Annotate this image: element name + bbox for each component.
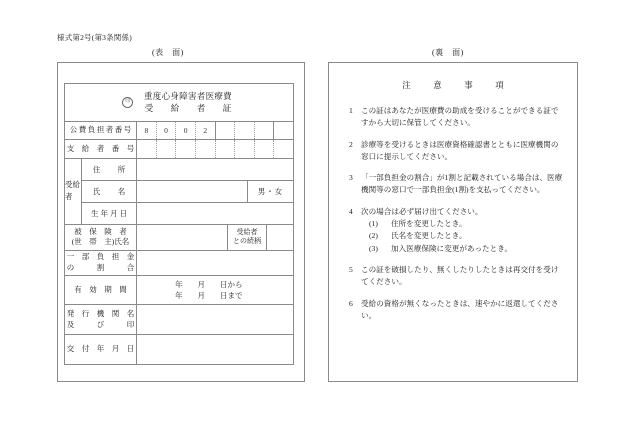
label-issuing-authority [65,305,137,335]
field-address[interactable] [137,159,293,180]
row-valid-period [65,276,293,305]
note-body [361,206,563,255]
row-issuing-authority [65,305,293,336]
recipient-fields [82,159,293,224]
digit-cell[interactable]: 0 [157,122,177,139]
digit-cell[interactable] [157,140,177,157]
notes-heading: 注 意 事 項 [402,80,511,90]
field-birthdate[interactable] [137,203,293,224]
field-valid-period[interactable] [137,276,293,304]
label-issuing-authority-line-2: 及 び 印 [66,319,135,329]
note-number: 2 [349,139,353,149]
certificate-title-line-2: 受 給 者 証 [144,102,236,113]
digit-cell[interactable] [196,140,216,157]
label-copayment-rate-line-2: の 割 合 [66,263,135,273]
note-item [349,139,563,164]
digit-cell[interactable] [176,140,196,157]
row-address [82,159,293,181]
field-insured-person[interactable] [137,225,227,251]
note-subitem-number: (1) [369,219,378,229]
label-valid-period: 有 効 期 間 [65,276,137,304]
note-subitem [361,218,563,230]
note-text: 「一部負担金の割合」が1割と記載されている場合は、医療機関等の窓口で一部負担金(1割)を支払ってください。 [361,173,563,195]
label-relationship-line-2: との続柄 [233,237,261,246]
note-text: 次の場合は必ず届け出てください。 [361,206,483,216]
seal-icon: 印 [122,97,133,108]
form-number-heading: 様式第2号(第3条関係) [57,33,132,42]
label-issuing-authority-line-1: 発 行 機 関 名 [66,308,135,318]
note-body [361,264,563,289]
digit-cell[interactable] [274,122,293,139]
row-public-payer-number [65,122,293,140]
certificate-title-band [65,84,293,122]
digit-cell[interactable] [137,140,157,157]
certificate-table [64,83,294,365]
note-text: 診療等を受けるときは医療資格確認書とともに医療機関の窓口に提示してください。 [361,139,559,161]
field-copayment-rate[interactable] [137,251,293,275]
note-item [349,172,563,197]
note-subitem-text: 加入医療保険に変更があったとき。 [391,243,513,253]
label-insured-person [65,225,137,251]
digit-cell[interactable] [274,140,293,157]
row-name [82,181,293,203]
notes-list [349,105,563,331]
label-address: 住 所 [82,159,137,180]
digit-cell[interactable] [216,122,236,139]
label-relationship [227,225,267,251]
payer-number-grid [137,140,293,157]
note-body [361,172,563,197]
digit-cell[interactable] [255,140,275,157]
field-issuing-authority[interactable] [137,305,293,335]
row-copayment-rate [65,251,293,276]
note-item [349,264,563,289]
label-copayment-rate-line-1: 一 部 負 担 金 [66,252,135,262]
note-number: 1 [349,106,353,115]
back-side-caption: (裏 面) [432,48,464,57]
digit-cell[interactable]: 8 [137,122,157,139]
front-side-panel [57,62,305,382]
row-insured-person [65,225,293,252]
digit-cell[interactable] [255,122,275,139]
digit-cell[interactable] [235,140,255,157]
note-subitem-number: (2) [369,231,378,241]
note-number: 3 [349,173,353,183]
back-side-panel [328,62,578,382]
note-text: この証はあなたが医療費の助成を受けることができる証ですから大切に保管してください。 [361,106,559,128]
note-subitem-number: (3) [369,243,378,253]
note-number: 5 [349,264,353,274]
note-number: 4 [349,206,353,216]
field-issue-date[interactable] [137,335,293,364]
front-side-caption: (表 面) [152,48,184,57]
note-text: この証を破損したり、無くしたりしたときは再交付を受けてください。 [361,264,559,287]
public-payer-number-grid [137,122,293,139]
note-subitem-text: 氏名を変更したとき。 [391,231,467,241]
note-body [361,105,563,130]
row-birthdate [82,203,293,224]
label-insured-person-line-1: 被 保 険 者 [74,226,127,236]
note-item [349,206,563,255]
field-sex[interactable]: 男・女 [247,181,293,202]
label-payer-number: 支 給 者 番 号 [65,140,137,157]
certificate-title [140,91,236,114]
note-subitem [361,230,563,242]
note-item [349,298,563,323]
digit-cell[interactable] [235,122,255,139]
note-body [361,139,563,164]
note-item [349,105,563,130]
digit-cell[interactable] [216,140,236,157]
recipient-block [65,159,293,225]
label-copayment-rate [65,251,137,275]
note-subitem [361,243,563,255]
note-body [361,298,563,323]
digit-cell[interactable]: 2 [196,122,216,139]
note-subitem-text: 住所を変更したとき。 [391,219,467,229]
label-relationship-line-1: 受給者 [236,227,258,236]
row-issue-date [65,335,293,364]
label-public-payer-number: 公費負担者番号 [65,122,137,139]
digit-cell[interactable]: 0 [176,122,196,139]
note-text: 受給の資格が無くなったときは、速やかに返還してください。 [361,298,559,320]
certificate-title-line-1: 重度心身障害者医療費 [143,91,232,102]
row-payer-number [65,140,293,158]
label-birthdate: 生年月日 [82,203,137,224]
note-number: 6 [349,298,353,308]
valid-period-from: 年 月 日から [175,279,243,289]
label-recipient-vertical: 受給者 [65,159,82,224]
label-name: 氏 名 [82,181,137,202]
note-subitem-list [361,218,563,255]
label-insured-person-line-2: (世 帯 主)氏名 [71,237,130,247]
label-issue-date: 交 付 年 月 日 [65,335,137,364]
field-name[interactable] [137,181,247,202]
valid-period-to: 年 月 日まで [175,290,243,300]
field-relationship[interactable] [267,225,293,251]
